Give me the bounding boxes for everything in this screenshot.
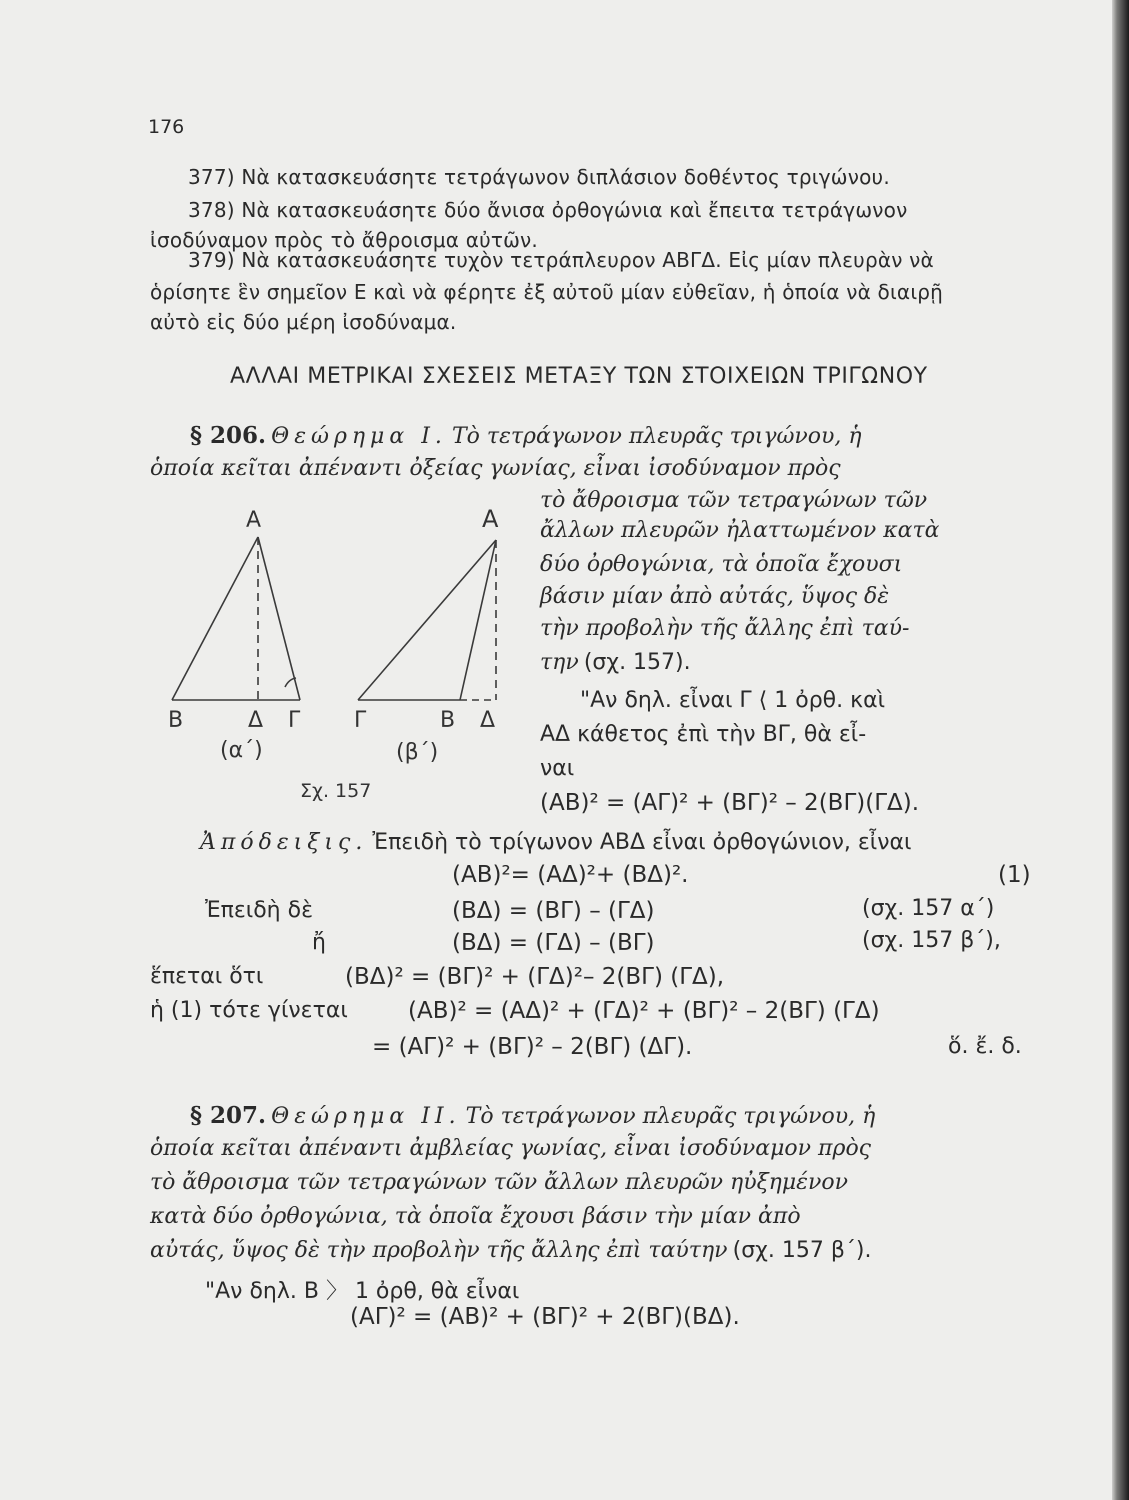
section-207-statement-line: αὐτάς, ὕψος δὲ τὴν προβολὴν τῆς ἄλλης ἐπὶ ταύτην [150,1238,728,1263]
side-ab [172,537,258,700]
triangle-alpha [172,537,300,700]
section-206-label: Θεώρημα Ι. [271,424,447,449]
theorem-207-first-line [190,1102,875,1129]
section-207-formula: (ΑΓ)² = (ΑΒ)² + (ΒΓ)² + 2(ΒΓ)(ΒΔ). [350,1304,740,1330]
label-alpha-g: Γ [288,708,301,733]
section-206-statement-end [540,650,691,675]
proof-equation-5: (ΑΒ)² = (ΑΔ)² + (ΓΔ)² + (ΒΓ)² – 2(ΒΓ) (ΓΔ) [408,998,880,1024]
section-207-statement-end [150,1238,871,1263]
proof-equation-1-number: (1) [998,862,1031,888]
proof-equation-3-ref: (σχ. 157 β΄), [862,928,1001,953]
section-206-hypothesis-line: ΑΔ κάθετος ἐπὶ τὴν ΒΓ, θὰ εἶ- [540,722,867,747]
section-207-hypothesis: "Αν δηλ. Β 〉 1 ὀρθ, θὰ εἶναι [205,1279,520,1304]
exercise-377: 377) Νὰ κατασκευάσητε τετράγωνον διπλάσιον δοθέντος τριγώνου. [188,165,890,189]
figure-label: Σχ. 157 [300,780,372,802]
label-beta-g: Γ [354,708,367,733]
section-206-formula: (ΑΒ)² = (ΑΓ)² + (ΒΓ)² – 2(ΒΓ)(ΓΔ). [540,790,920,816]
exercise-379-line-2: ὁρίσητε ἓν σημεῖον Ε καὶ νὰ φέρητε ἐξ αὐτοῦ μίαν εὐθεῖαν, ἡ ὁποία νὰ διαιρῇ [150,280,944,304]
section-206-statement-line: ὁποία κεῖται ἀπέναντι ὀξείας γωνίας, εἶναι ἰσοδύναμον πρὸς [150,456,841,481]
label-beta-apex: Α [482,505,499,533]
section-207-statement-line: κατὰ δύο ὀρθογώνια, τὰ ὁποῖα ἔχουσι βάσιν τὴν μίαν ἀπὸ [150,1204,801,1229]
exercise-379-line-3: αὐτὸ εἰς δύο μέρη ἰσοδύναμα. [150,310,457,334]
side-ag [258,537,300,700]
section-206-statement-line: Τὸ τετράγωνον πλευρᾶς τριγώνου, ἡ [451,424,862,449]
caption-beta: (β΄) [396,740,439,765]
label-beta-b: Β [440,708,456,733]
qed-mark: ὅ. ἔ. δ. [948,1034,1022,1059]
page-number: 176 [148,116,185,138]
label-alpha-d: Δ [248,708,264,733]
section-206-figure-reference: (σχ. 157). [583,650,691,675]
page-edge-shadow [1112,0,1129,1500]
proof-since: Ἐπειδὴ δὲ [205,898,313,923]
section-207-statement-line: Τὸ τετράγωνον πλευρᾶς τριγώνου, ἡ [465,1104,876,1129]
proof-follows: ἕπεται ὅτι [150,964,264,989]
section-heading: ΑΛΛΑΙ ΜΕΤΡΙΚΑΙ ΣΧΕΣΕΙΣ ΜΕΤΑΞΥ ΤΩΝ ΣΤΟΙΧΕΙΩΝ ΤΡΙΓΩΝΟΥ [230,364,928,389]
section-206-statement-line: την [540,650,579,675]
proof-equation-3: (ΒΔ) = (ΓΔ) – (ΒΓ) [452,930,655,956]
section-206-statement-line: τὸ ἄθροισμα τῶν τετραγώνων τῶν [540,488,928,513]
proof-or: ἤ [312,930,326,955]
section-207-number: § 207. [190,1102,267,1129]
proof-equation-4: (ΒΔ)² = (ΒΓ)² + (ΓΔ)²– 2(ΒΓ) (ΓΔ), [345,964,725,990]
side-ga [358,540,496,700]
section-206-statement-line: τὴν προβολὴν τῆς ἄλλης ἐπὶ ταύ- [540,616,910,641]
label-alpha-b: Β [168,708,184,733]
label-alpha-apex: Α [246,508,262,533]
section-206-statement-line: ἄλλων πλευρῶν ἠλαττωμένον κατὰ [540,518,940,543]
section-206-statement-line: βάσιν μίαν ἀπὸ αὐτάς, ὕψος δὲ [540,584,890,609]
section-206-statement-line: δύο ὀρθογώνια, τὰ ὁποῖα ἔχουσι [540,552,903,577]
section-207-label: Θεώρημα ΙΙ. [271,1104,461,1129]
section-207-statement-line: ὁποία κεῖται ἀπέναντι ἀμβλείας γωνίας, εἶναι ἰσοδύναμον πρὸς [150,1136,872,1161]
section-206-hypothesis-line: "Αν δηλ. εἶναι Γ ⟨ 1 ὀρθ. καὶ [580,688,886,713]
exercise-379-line-1: 379) Νὰ κατασκευάσητε τυχὸν τετράπλευρον ΑΒΓΔ. Εἰς μίαν πλευρὰν νὰ [188,248,934,272]
section-206-hypothesis-line: ναι [540,756,575,781]
proof-label: Ἀπόδειξις. [200,830,368,855]
section-206-number: § 206. [190,422,267,449]
proof-equation-2: (ΒΔ) = (ΒΓ) – (ΓΔ) [452,898,655,924]
proof-then: ἡ (1) τότε γίνεται [150,998,348,1023]
theorem-206-first-line [190,422,862,449]
side-ab [460,540,496,700]
proof-equation-2-ref: (σχ. 157 α΄) [862,896,995,921]
proof-first-line [200,830,911,855]
figure-157 [150,495,520,815]
exercise-378-line-1: 378) Νὰ κατασκευάσητε δύο ἄνισα ὀρθογώνια καὶ ἔπειτα τετράγωνον [188,198,908,222]
proof-equation-1: (ΑΒ)²= (ΑΔ)²+ (ΒΔ)². [452,862,689,888]
section-207-figure-reference: (σχ. 157 β΄). [732,1238,872,1263]
exercise-378-line-2: ἰσοδύναμον πρὸς τὸ ἄθροισμα αὐτῶν. [150,228,538,252]
triangle-beta [358,540,496,700]
section-207-statement-line: τὸ ἄθροισμα τῶν τετραγώνων τῶν ἄλλων πλευρῶν ηὐξημένον [150,1170,848,1195]
label-beta-d: Δ [480,708,496,733]
caption-alpha: (α΄) [220,738,263,763]
proof-equation-6: = (ΑΓ)² + (ΒΓ)² – 2(ΒΓ) (ΔΓ). [372,1034,693,1060]
proof-line-1: Ἐπειδὴ τὸ τρίγωνον ΑΒΔ εἶναι ὀρθογώνιον, εἶναι [372,830,912,855]
